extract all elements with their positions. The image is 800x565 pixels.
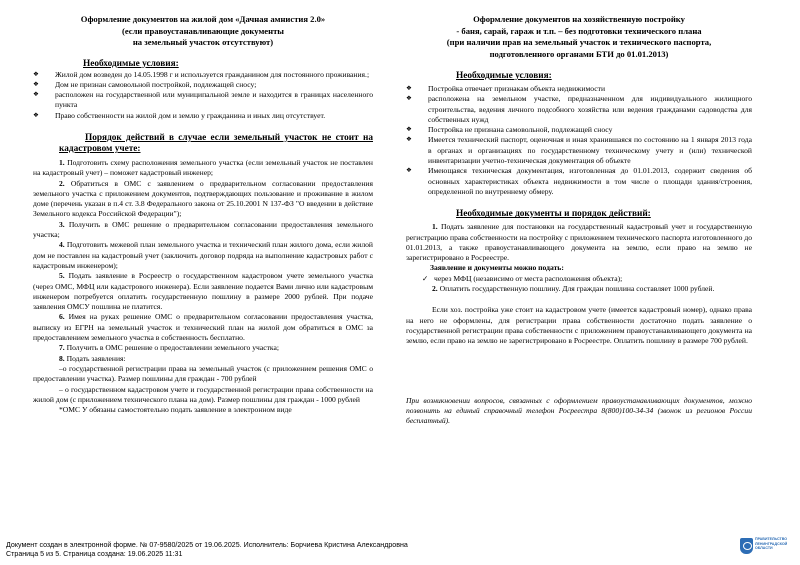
right-condition-item: ❖ Имеется технический паспорт, оценочная и иная хранившаяся по состоянию на 1 января 2013 года в органах и организациях по государственному техническому учету и (или) технической инвентаризации учетно-техническая документация об объекте	[406, 135, 752, 166]
right-title	[406, 14, 752, 60]
right-docs-subheading: Заявление и документы можно подать:	[430, 263, 564, 273]
left-sub-item: –о государственной регистрации права на земельный участок (с приложением решения ОМС о предоставлении участка). Размер пошлины для граждан - 700 рублей	[33, 363, 373, 384]
step-text: Обратиться в ОМС с заявлением о предварительном согласовании предоставления земельного участка с приложением документов, подтверждающих пользование и проживание в жилом доме (перечень указан в п.4 ст. 3.8 Федерального закона от 25.10.2001 N 137-ФЗ "О введении в действие Земельного кодекса Российской Федерации");	[33, 178, 373, 219]
left-condition-item: ❖ Дом не признан самовольной постройкой, подлежащей сносу;	[33, 80, 373, 90]
coat-of-arms-icon	[740, 538, 753, 554]
left-conditions-heading: Необходимые условия:	[83, 58, 179, 69]
right-step	[406, 284, 752, 294]
left-title	[33, 14, 373, 49]
left-condition-item: ❖ Право собственности на жилой дом и землю у гражданина и иных лиц отсутствует.	[33, 111, 373, 121]
left-step	[33, 343, 373, 353]
document-footer	[6, 541, 408, 558]
left-cut-line: *ОМС У обязаны самостоятельно подать заявление в электронном виде	[59, 405, 292, 415]
step-text: Оплатить государственную пошлину. Для граждан пошлина составляет 1000 рублей.	[437, 284, 715, 294]
left-step	[33, 271, 373, 312]
step-text: Подготовить схему расположения земельного участка (если земельный участок не поставлен на кадастровый учет) – поможет кадастровый инженер;	[33, 157, 373, 178]
left-step	[33, 220, 373, 241]
government-logo	[740, 535, 800, 563]
step-text: Получить в ОМС решение о предоставлении земельного участка;	[64, 343, 279, 353]
right-title-text: Оформление документов на хозяйственную постройку - баня, сарай, гараж и т.п. – без подготовки технического плана (при наличии прав на земельный участок и технического паспорта, подготовленного органами БТИ до 01.01.2013)	[446, 14, 712, 59]
right-condition-item: ❖ Имеющаяся техническая документация, изготовленная до 01.01.2013, содержит сведения об основных характеристиках объекта недвижимости в том числе о площади здания/строения, определенной по внутреннему обмеру.	[406, 166, 752, 197]
step-number: 2.	[432, 284, 438, 294]
right-condition-item: ❖ Постройка не признана самовольной, подлежащей сносу	[406, 125, 752, 135]
left-condition-item: ❖ Жилой дом возведен до 14.05.1998 г и используется гражданином для постоянного проживания.;	[33, 70, 373, 80]
step-number: 7.	[59, 343, 65, 353]
step-text: Подать заявление для постановки на государственный кадастровый учет и государственную регистрацию права собственности на постройку с приложением технического паспорта изготовленного до 01.01.2013, а также правоустанавливающего документа на землю, если право на землю не зарегистрировано в Росреестре.	[406, 222, 752, 263]
step-number: 4.	[59, 240, 65, 250]
right-condition-item: ❖ расположена на земельном участке, предназначенном для индивидуального жилищного строительства, ведения личного подсобного хозяйства или ведения гражданами садоводства для собственных нужд	[406, 94, 752, 125]
step-number: 6.	[59, 312, 65, 322]
step-text: Имея на руках решение ОМС о предварительном согласовании предоставления участка, выписку из ЕГРН на земельный участок и технический план на жилой дом обратиться в ОМС за предоставлением земельного участка в собственность бесплатно.	[33, 312, 373, 343]
right-column	[406, 14, 752, 426]
left-step	[33, 312, 373, 343]
right-contact-info: При возникновении вопросов, связанных с оформлением правоустанавливающих документов, можно позвонить на единый справочный телефон Росреестра 8(800)100-34-34 (звонок из регионов России бесплатный).	[406, 395, 752, 426]
step-text: Подать заявления:	[64, 353, 126, 363]
left-procedure-heading: Порядок действий в случае если земельный участок не стоит на кадастровом учете:	[59, 132, 373, 154]
left-condition-item: ❖ расположен на государственной или муниципальной земле и находится в границах населенного пункта	[33, 90, 373, 111]
right-submit-via	[406, 274, 752, 284]
left-column	[33, 14, 373, 415]
right-conditions-heading: Необходимые условия:	[456, 71, 552, 81]
right-docs-heading: Необходимые документы и порядок действий:	[456, 209, 651, 220]
step-number: 5.	[59, 271, 65, 281]
left-step	[33, 240, 373, 271]
left-step	[33, 354, 373, 364]
left-step	[33, 158, 373, 179]
step-text: Подать заявление в Росреестр о государственном кадастровом учете земельного участка (через ОМС, МФЦ или кадастрового инженера). Если заявление подается Вами лично или кадастровым инженером потребуется оплатить государственную пошлину в размере 2000 рублей. При подаче заявления ОМСУ пошлина не платится.	[33, 271, 373, 312]
left-step	[33, 179, 373, 220]
footer-line-2: Страница 5 из 5. Страница создана: 19.06.2025 11:31	[6, 549, 183, 558]
step-text: Получить в ОМС решение о предварительном согласовании предоставления земельного участка;	[33, 219, 373, 240]
step-number: 8.	[59, 353, 65, 363]
step-number: 1.	[432, 222, 438, 232]
checkmark-icon-label: через МФЦ (независимо от места расположения объекта);	[434, 273, 623, 283]
right-condition-item: ❖ Постройка отвечает признакам объекта недвижимости	[406, 84, 752, 94]
logo-text: ПРАВИТЕЛЬСТВО ЛЕНИНГРАДСКОЙ ОБЛАСТИ	[755, 537, 788, 551]
step-number: 2.	[59, 178, 65, 188]
right-step	[406, 222, 752, 263]
left-title-text: Оформление документов на жилой дом «Дачная амнистия 2.0» (если правоустанавливающие документы на земельный участок отсутствуют)	[80, 14, 326, 47]
footer-line-1: Документ создан в электронной форме. № 07-9580/2025 от 19.06.2025. Исполнитель: Борчиева Кристина Александровна	[6, 541, 408, 549]
left-sub-item: – о государственном кадастровом учете и государственной регистрации права собственности на жилой дом (с приложением технического плана на дом). Размер пошлины для граждан - 1000 рублей	[33, 384, 373, 404]
right-note: Если хоз. постройка уже стоит на кадастровом учете (имеется кадастровый номер), однако права на него не оформлены, для регистрации права собственности достаточно подать заявление о государственной регистрации права собственности с приложением правоустанавливающего документа на землю, если право на землю не зарегистрировано в Росреестре. Оплатить пошлину в размере 700 рублей.	[406, 305, 752, 346]
step-number: 1.	[59, 157, 65, 167]
step-number: 3.	[59, 219, 65, 229]
step-text: Подготовить межевой план земельного участка и технический план жилого дома, если жилой дом не поставлен на кадастровый учет (заключить договор подряда на выполнение кадастровых работ с кадастровым инженером);	[33, 240, 373, 270]
